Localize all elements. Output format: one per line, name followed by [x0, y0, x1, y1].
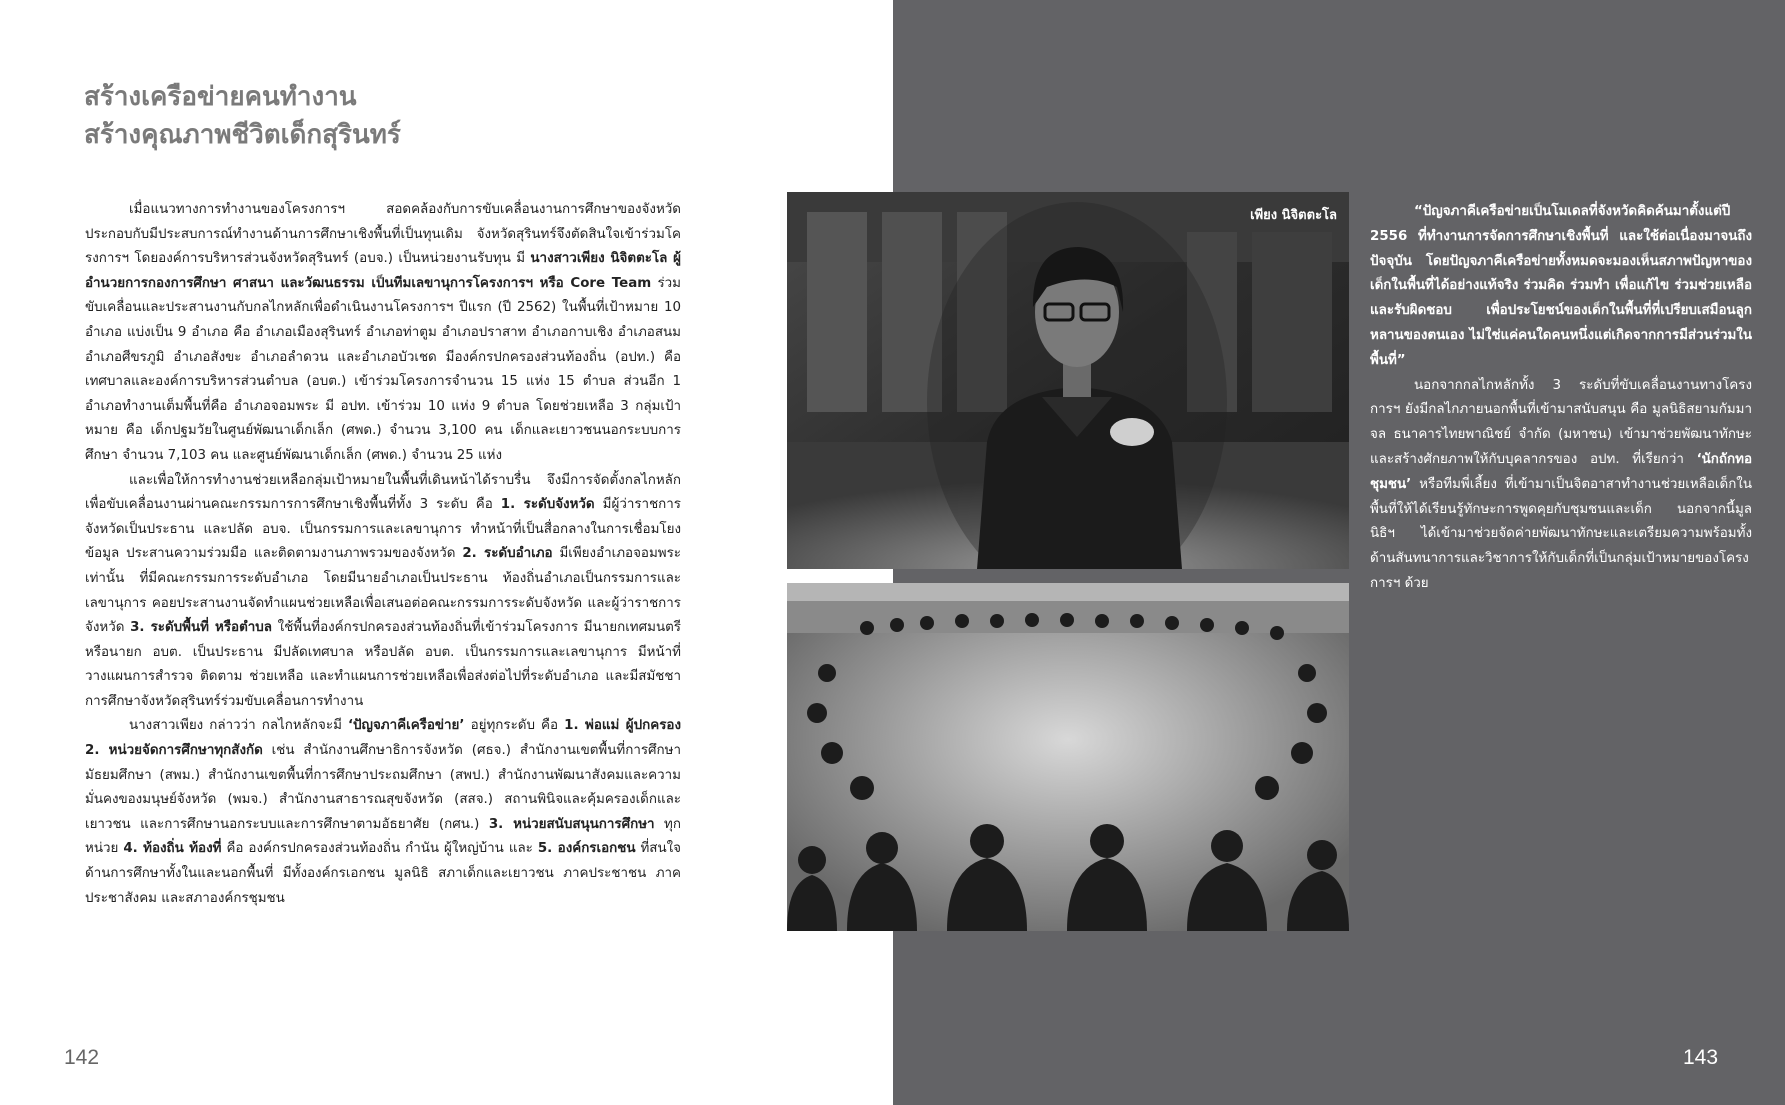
bold-text-run: 3. ระดับพื้นที่ หรือตำบล	[130, 620, 272, 636]
text-run: เช่น สำนักงานศึกษาธิการจังหวัด (ศธจ.) สำนักงานเขตพื้นที่การศึกษามัธยมศึกษา (สพม.) สำนักงานเขตพื้นที่การศึกษาประถมศึกษา (สพป.) สำนักงานพัฒนาสังคมและความมั่นคงของมนุษย์จังหวัด (พมจ.) สำนักงานสาธารณสุขจังหวัด (สสจ.) สถานพินิจและคุ้มครองเด็กและเยาวชน และการศึกษานอกระบบและการศึกษาตามอัธยาศัย (กศน.)	[85, 743, 681, 832]
text-run: นางสาวเพียง กล่าวว่า กลไกหลักจะมี	[129, 718, 348, 734]
article-title	[84, 78, 784, 154]
bold-text-run: นางสาวเพียง นิจิตตะโล ผู้อำนวยการกองการศึกษา ศาสนา และวัฒนธรรม เป็นทีมเลขานุการโครงการฯ หรือ Core Team	[85, 251, 681, 291]
text-run: มีเพียงอำเภอจอมพระเท่านั้น ที่มีคณะกรรมการระดับอำเภอ โดยมีนายอำเภอเป็นประธาน ท้องถิ่นอำเภอเป็นกรรมการและเลขานุการ คอยประสานงานจัดทำแผนช่วยเหลือเพื่อเสนอต่อคณะกรรมการระดับจังหวัด และผู้ว่าราชการจังหวัด	[85, 546, 682, 636]
text-run: และเพื่อให้การทำงานช่วยเหลือกลุ่มเป้าหมายในพื้นที่เดินหน้าได้ราบรื่น จึงมีการจัดตั้งกลไกหลักเพื่อขับเคลื่อนงานผ่านคณะกรรมการการศึกษาเชิงพื้นที่ทั้ง 3 ระดับ คือ	[85, 472, 681, 513]
text-run: ทุกหน่วย	[85, 816, 681, 857]
bold-text-run: 3. หน่วยสนับสนุนการศึกษา	[488, 816, 655, 832]
bold-text-run: 5. องค์กรเอกชน	[537, 841, 636, 857]
text-run: คือ องค์กรปกครองส่วนท้องถิ่น กำนัน ผู้ใหญ่บ้าน และ	[221, 841, 538, 857]
right-body-text	[1370, 200, 1752, 597]
paragraph-1	[85, 198, 681, 469]
left-body-text	[85, 198, 681, 911]
paragraph-4	[1370, 374, 1752, 597]
group-photo-image	[787, 583, 1349, 931]
text-run: ใช้พื้นที่องค์กรปกครองส่วนท้องถิ่นที่เข้าร่วมโครงการ มีนายกเทศมนตรี หรือนายก อบต. เป็นประธาน มีปลัดเทศบาล หรือปลัด อบต. เป็นกรรมการและเลขานุการ มีหน้าที่วางแผนการสำรวจ ติดตาม ช่วยเหลือ และทำแผนการช่วยเหลือเพื่อส่งต่อไปที่ระดับอำเภอ และมีสมัชชาการศึกษาจังหวัดสุรินทร์ร่วมขับเคลื่อนการทำงาน	[85, 620, 681, 709]
text-run: อยู่ทุกระดับ คือ	[464, 718, 565, 734]
bold-text-run: 1. พ่อแม่ ผู้ปกครอง 2. หน่วยจัดการศึกษาทุกสังกัด	[85, 718, 681, 759]
pull-quote: “ปัญจภาคีเครือข่ายเป็นโมเดลที่จังหวัดคิดค้นมาตั้งแต่ปี 2556 ที่ทำงานการจัดการศึกษาเชิงพื้นที่ และใช้ต่อเนื่องมาจนถึงปัจจุบัน โดยปัญจภาคีเครือข่ายทั้งหมดจะมองเห็นสภาพปัญหาของเด็กในพื้นที่ได้อย่างแท้จริง ร่วมคิด ร่วมทำ เพื่อแก้ไข ร่วมช่วยเหลือ และรับผิดชอบ เพื่อประโยชน์ของเด็กในพื้นที่ที่เปรียบเสมือนลูกหลานของตนเอง ไม่ใช่แค่คนใดคนหนึ่งแต่เกิดจากการมีส่วนร่วมในพื้นที่”	[1370, 204, 1752, 368]
bold-text-run: 4. ท้องถิ่น ท้องที่	[123, 841, 222, 857]
text-run: ร่วมขับเคลื่อนและประสานงานกับกลไกหลักเพื่อดำเนินงานโครงการฯ ปีแรก (ปี 2562) ในพื้นที่เป้าหมาย 10 อำเภอ แบ่งเป็น 9 อำเภอ คือ อำเภอเมืองสุรินทร์ อำเภอท่าตูม อำเภอปราสาท อำเภอกาบเชิง อำเภอสนม อำเภอศีขรภูมิ อำเภอสังขะ อำเภอลำดวน และอำเภอบัวเชด มีองค์กรปกครองส่วนท้องถิ่น (อปท.) คือ เทศบาลและองค์การบริหารส่วนตำบล (อบต.) เข้าร่วมโครงการจำนวน 15 แห่ง 15 ตำบล ส่วนอีก 1 อำเภอทำงานเต็มพื้นที่คือ อำเภอจอมพระ มี อปท. เข้าร่วม 10 แห่ง 9 ตำบล โดยช่วยเหลือ 3 กลุ่มเป้าหมาย คือ เด็กปฐมวัยในศูนย์พัฒนาเด็กเล็ก (ศพด.) จำนวน 3,100 คน เด็กและเยาวชนนอกระบบการศึกษา จำนวน 7,103 คน และศูนย์พัฒนาเด็กเล็ก (ศพด.) จำนวน 25 แห่ง	[85, 275, 682, 463]
bold-text-run: ‘ปัญจภาคีเครือข่าย’	[347, 718, 465, 734]
text-run: หรือทีมพี่เลี้ยง ที่เข้ามาเป็นจิตอาสาทำงานช่วยเหลือเด็กในพื้นที่ให้ได้เรียนรู้ทักษะการพูดคุยกับชุมชนและเด็ก นอกจากนี้มูลนิธิฯ ได้เข้ามาช่วยจัดค่ายพัฒนาทักษะและเตรียมความพร้อมทั้งด้านสันทนาการและวิชาการให้กับเด็กที่เป็นกลุ่มเป้าหมายของโครงการฯ ด้วย	[1370, 476, 1752, 591]
group-activity-photo	[787, 583, 1349, 931]
photo-caption: เพียง นิจิตตะโล	[1250, 208, 1337, 223]
portrait-photo	[787, 192, 1349, 569]
title-line-1: สร้างเครือข่ายคนทำงาน	[84, 82, 357, 112]
page-number-left: 142	[64, 1046, 100, 1069]
text-run: ที่สนใจด้านการศึกษาทั้งในและนอกพื้นที่ มีทั้งองค์กรเอกชน มูลนิธิ สภาเด็กและเยาวชน ภาคประชาชน ภาคประชาสังคม และสภาองค์กรชุมชน	[85, 841, 681, 906]
title-line-2: สร้างคุณภาพชีวิตเด็กสุรินทร์	[84, 120, 401, 150]
paragraph-2	[85, 469, 681, 715]
text-run: นอกจากกลไกหลักทั้ง 3 ระดับที่ขับเคลื่อนงานทางโครงการฯ ยังมีกลไกภายนอกพื้นที่เข้ามาสนับสนุน คือ มูลนิธิสยามกัมมาจล ธนาคารไทยพาณิชย์ จำกัด (มหาชน) เข้ามาช่วยพัฒนาทักษะและสร้างศักยภาพให้กับบุคลากรของ อปท. ที่เรียกว่า	[1370, 377, 1752, 467]
bold-text-run: 1. ระดับจังหวัด	[500, 497, 595, 513]
bold-text-run: ‘นักถักทอชุมชน’	[1370, 451, 1752, 492]
paragraph-3	[85, 714, 681, 911]
page-number-right: 143	[1683, 1046, 1719, 1069]
bold-text-run: 2. ระดับอำเภอ	[462, 546, 553, 562]
text-run: เมื่อแนวทางการทำงานของโครงการฯ สอดคล้องกับการขับเคลื่อนงานการศึกษาของจังหวัด ประกอบกับมีประสบการณ์ทำงานด้านการศึกษาเชิงพื้นที่เป็นทุนเดิม จังหวัดสุรินทร์จึงตัดสินใจเข้าร่วมโครงการฯ โดยองค์การบริหารส่วนจังหวัดสุรินทร์ (อบจ.) เป็นหน่วยงานรับทุน มี	[85, 202, 681, 267]
portrait-photo-image	[787, 192, 1349, 569]
text-run: มีผู้ว่าราชการจังหวัดเป็นประธาน และปลัด อบจ. เป็นกรรมการและเลขานุการ ทำหน้าที่เป็นสื่อกลางในการเชื่อมโยงข้อมูล ประสานความร่วมมือ และติดตามงานภาพรวมของจังหวัด	[85, 497, 681, 562]
